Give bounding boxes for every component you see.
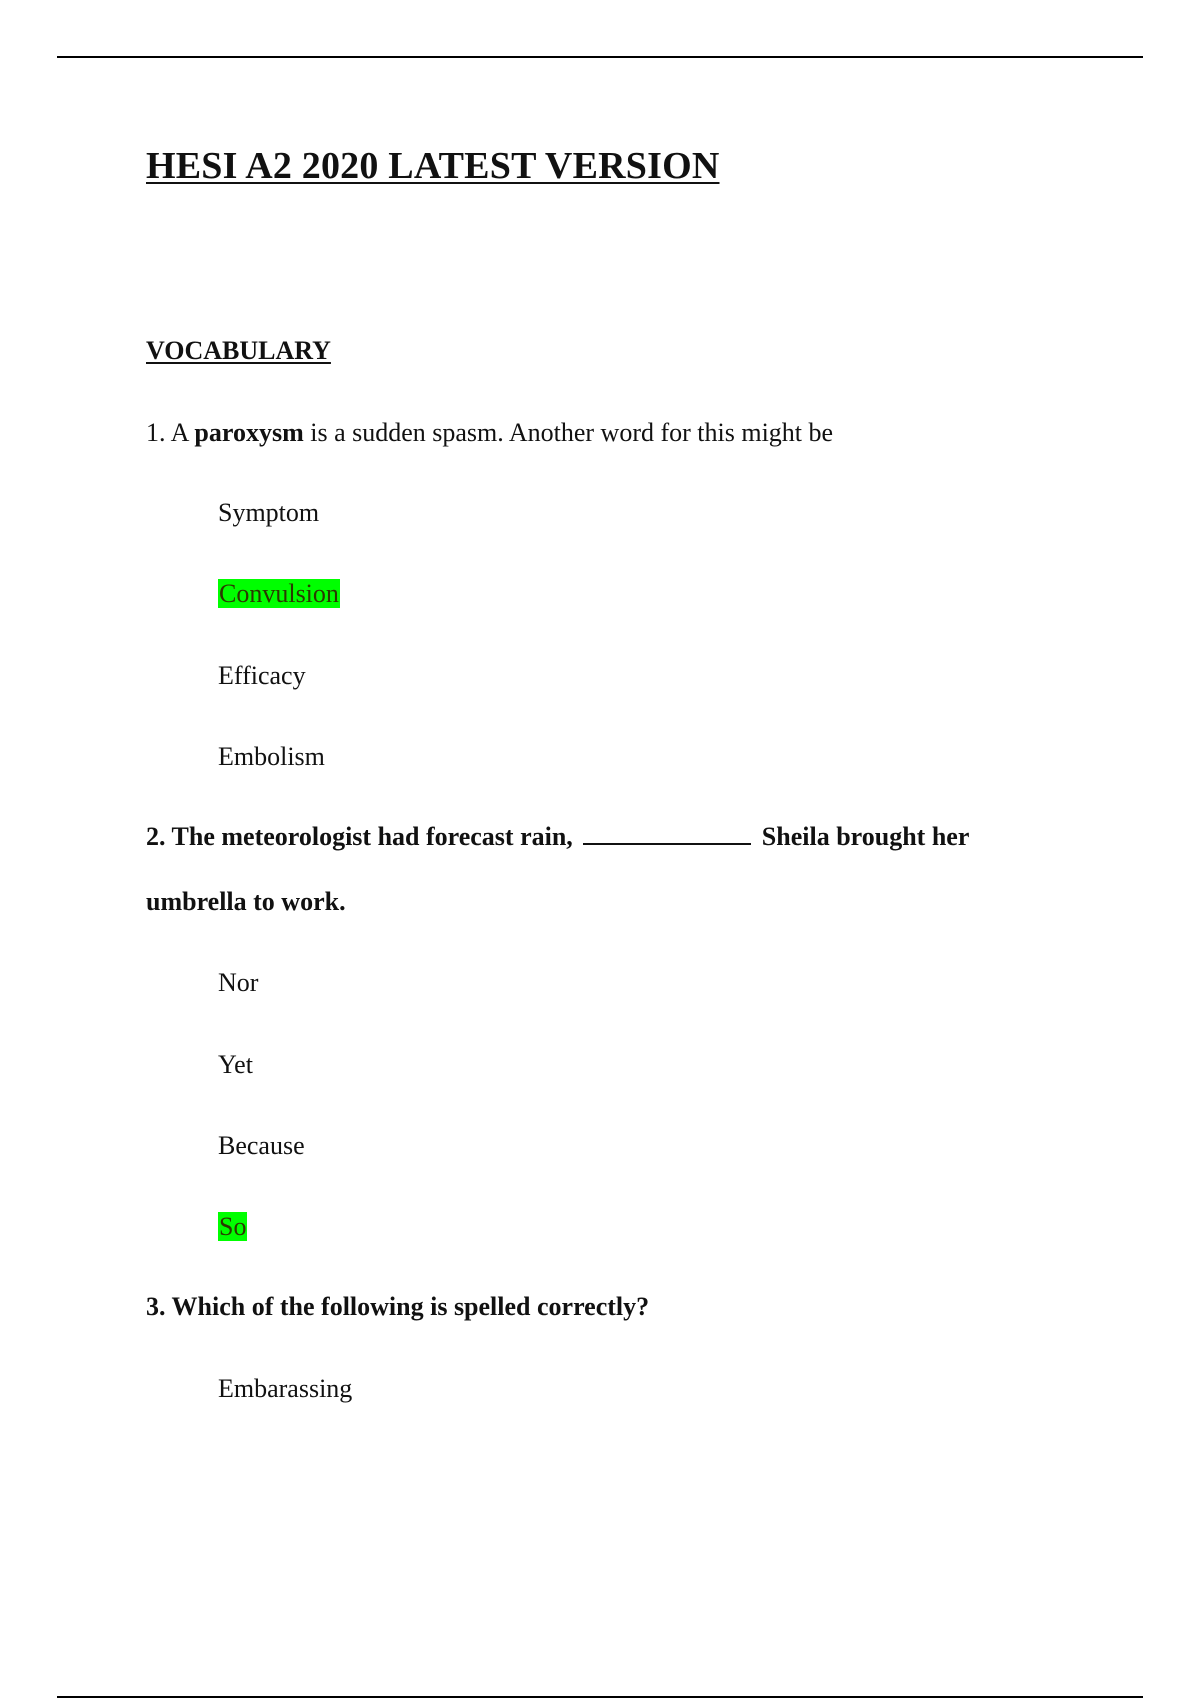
answer-blank [583,843,751,845]
q2-option-2: Yet [218,1050,253,1079]
bottom-rule [57,1696,1143,1698]
question-1-term: paroxysm [194,418,304,447]
q2-option-1: Nor [218,968,259,997]
q1-option-4: Embolism [218,742,325,771]
q3-option-1: Embarassing [218,1374,353,1403]
highlighted-answer: So [219,1212,247,1241]
q2-option-4-correct [218,1211,247,1244]
question-3: 3. Which of the following is spelled correctly? [146,1292,650,1321]
top-rule [57,56,1143,58]
question-2-line-2: umbrella to work. [146,887,346,916]
question-2-after-blank: Sheila brought her [761,822,970,851]
section-heading: VOCABULARY [146,336,331,365]
document-title: HESI A2 2020 LATEST VERSION [146,145,720,187]
question-2-line-1 [146,822,969,852]
q1-option-3: Efficacy [218,661,306,690]
q2-option-3: Because [218,1131,305,1160]
question-1 [146,418,833,448]
question-2-before-blank: 2. The meteorologist had forecast rain, [146,822,573,851]
q1-option-1: Symptom [218,498,320,527]
question-1-suffix: is a sudden spasm. Another word for this might be [303,418,834,447]
question-1-prefix: 1. A [146,418,195,447]
highlighted-answer: Convulsion [219,579,339,608]
q1-option-2-correct [218,578,340,611]
